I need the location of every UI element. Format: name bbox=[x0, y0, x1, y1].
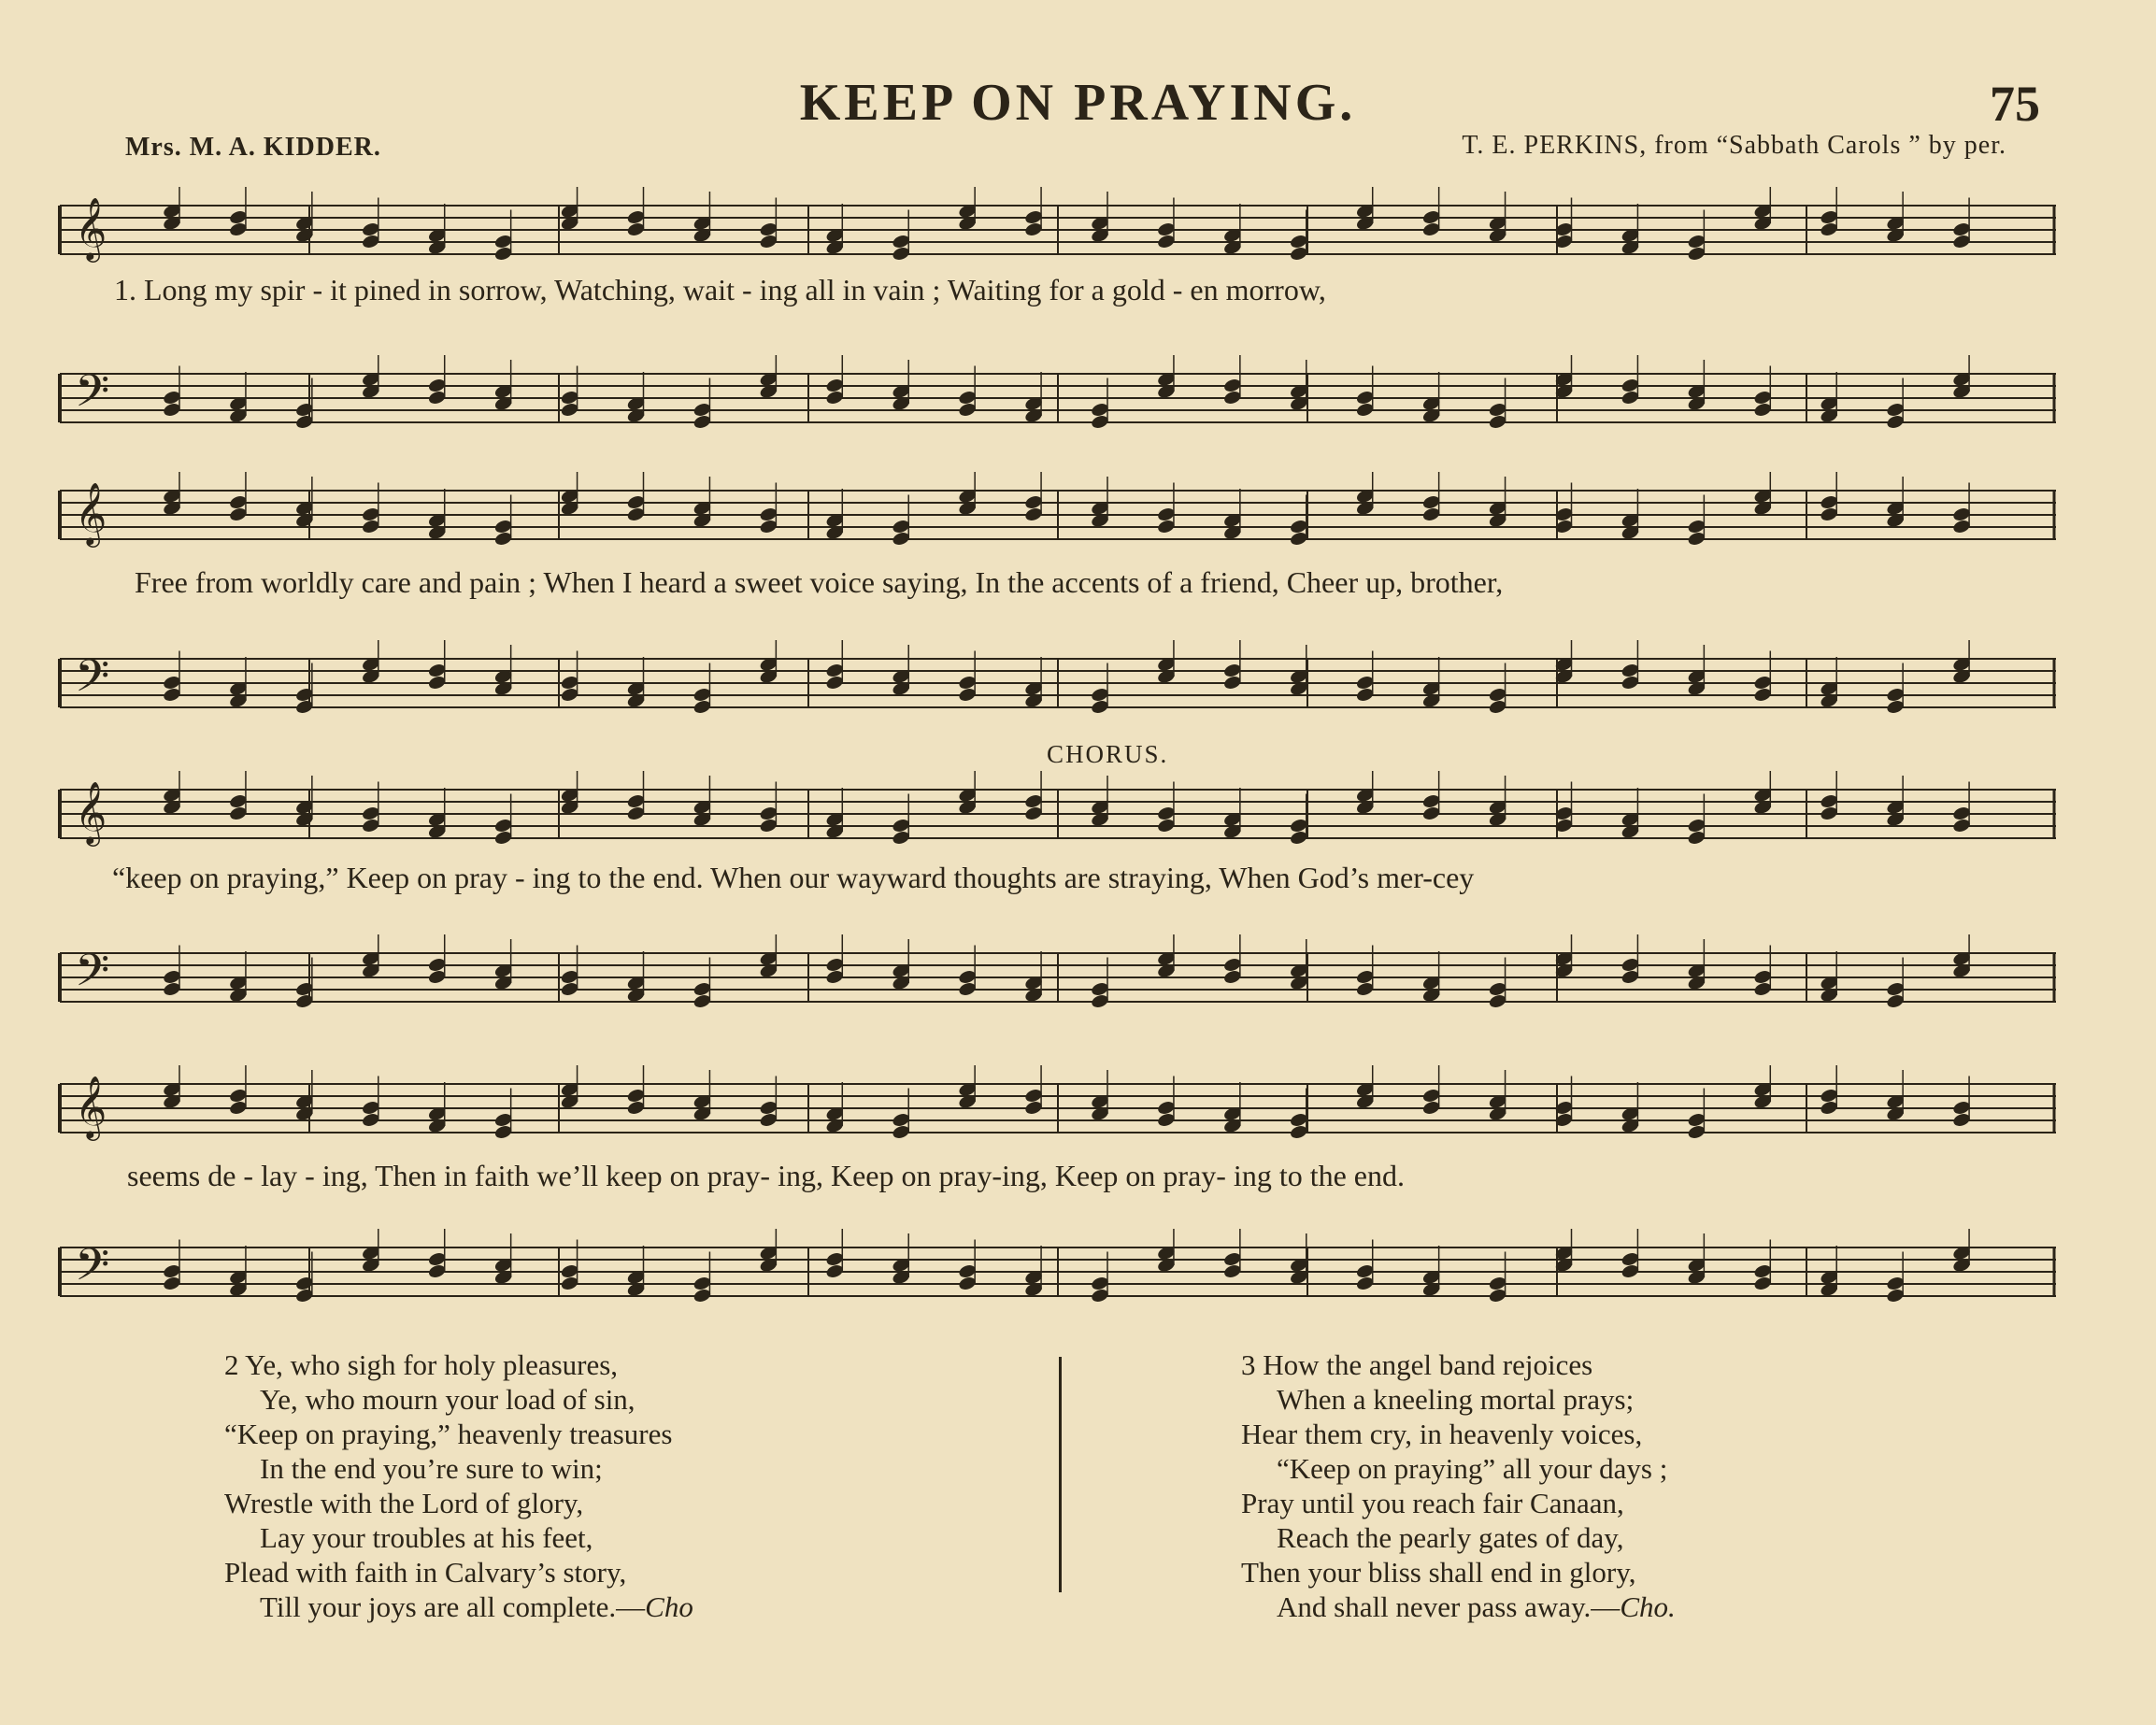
verse-line: Plead with faith in Calvary’s story, bbox=[224, 1556, 627, 1589]
treble-staff bbox=[41, 771, 2065, 864]
treble-staff bbox=[41, 472, 2065, 565]
verse-3 bbox=[1241, 1347, 1676, 1624]
verse-line: Till your joys are all complete.—Cho bbox=[260, 1590, 693, 1623]
lyric-line: seems de - lay - ing, Then in faith we’ll keep on pray- ing, Keep on pray-ing, Keep on pray- ing to the end. bbox=[127, 1159, 1405, 1192]
verse-line: “Keep on praying” all your days ; bbox=[1277, 1452, 1668, 1485]
chorus-marker: Cho. bbox=[1620, 1590, 1676, 1623]
verse-line: 3 How the angel band rejoices bbox=[1241, 1348, 1593, 1381]
verse-line: Then your bliss shall end in glory, bbox=[1241, 1556, 1636, 1589]
treble-clef-icon: 𝄞 bbox=[75, 196, 107, 260]
bass-clef-icon: 𝄢 bbox=[75, 649, 110, 713]
verse-line: “Keep on praying,” heavenly treasures bbox=[224, 1418, 673, 1450]
treble-staff bbox=[41, 1065, 2065, 1159]
composer-credit: T. E. PERKINS, from “Sabbath Carols ” by per. bbox=[1462, 131, 2006, 160]
page-title: KEEP ON PRAYING. bbox=[799, 74, 1357, 132]
treble-clef-icon: 𝄞 bbox=[75, 481, 107, 545]
verse-divider bbox=[1059, 1357, 1062, 1592]
bass-staff bbox=[41, 934, 2065, 1028]
bass-clef-icon: 𝄢 bbox=[75, 1238, 110, 1302]
music-system-4 bbox=[41, 1065, 2065, 1308]
music-system-1 bbox=[41, 178, 2065, 428]
treble-clef-icon: 𝄞 bbox=[75, 780, 107, 844]
verse-2 bbox=[224, 1347, 693, 1624]
verse-line: Ye, who mourn your load of sin, bbox=[260, 1383, 635, 1416]
verse-line: In the end you’re sure to win; bbox=[260, 1452, 603, 1485]
lyric-line: Free from worldly care and pain ; When I heard a sweet voice saying, In the accents of a friend, Cheer up, brother, bbox=[135, 565, 1504, 599]
music-system-2 bbox=[41, 472, 2065, 715]
chorus-marker: Cho bbox=[645, 1590, 693, 1623]
chorus-label: CHORUS. bbox=[1047, 740, 1169, 768]
page-number: 75 bbox=[1990, 76, 2040, 132]
verse-line: Lay your troubles at his feet, bbox=[260, 1521, 593, 1554]
verse-line: Hear them cry, in heavenly voices, bbox=[1241, 1418, 1643, 1450]
verse-line: Reach the pearly gates of day, bbox=[1277, 1521, 1624, 1554]
verse-line: 2 Ye, who sigh for holy pleasures, bbox=[224, 1348, 619, 1381]
bass-staff bbox=[41, 640, 2065, 734]
verse-line: When a kneeling mortal prays; bbox=[1277, 1383, 1635, 1416]
verse-line: And shall never pass away.—Cho. bbox=[1277, 1590, 1676, 1623]
music-system-3 bbox=[41, 771, 2065, 1014]
lyric-line: 1. Long my spir - it pined in sorrow, Watching, wait - ing all in vain ; Waiting for a gold - en morrow, bbox=[114, 273, 1326, 307]
verse-line: Wrestle with the Lord of glory, bbox=[224, 1487, 584, 1519]
bass-clef-icon: 𝄢 bbox=[75, 944, 110, 1007]
treble-staff bbox=[41, 187, 2065, 280]
bass-clef-icon: 𝄢 bbox=[75, 364, 110, 428]
treble-clef-icon: 𝄞 bbox=[75, 1075, 107, 1138]
bass-staff bbox=[41, 1229, 2065, 1322]
verse-line: Pray until you reach fair Canaan, bbox=[1241, 1487, 1624, 1519]
lyricist-credit: Mrs. M. A. KIDDER. bbox=[125, 133, 381, 162]
lyric-line: “keep on praying,” Keep on pray - ing to the end. When our wayward thoughts are straying, When God’s mer-cey bbox=[112, 861, 1475, 894]
bass-staff bbox=[41, 355, 2065, 449]
